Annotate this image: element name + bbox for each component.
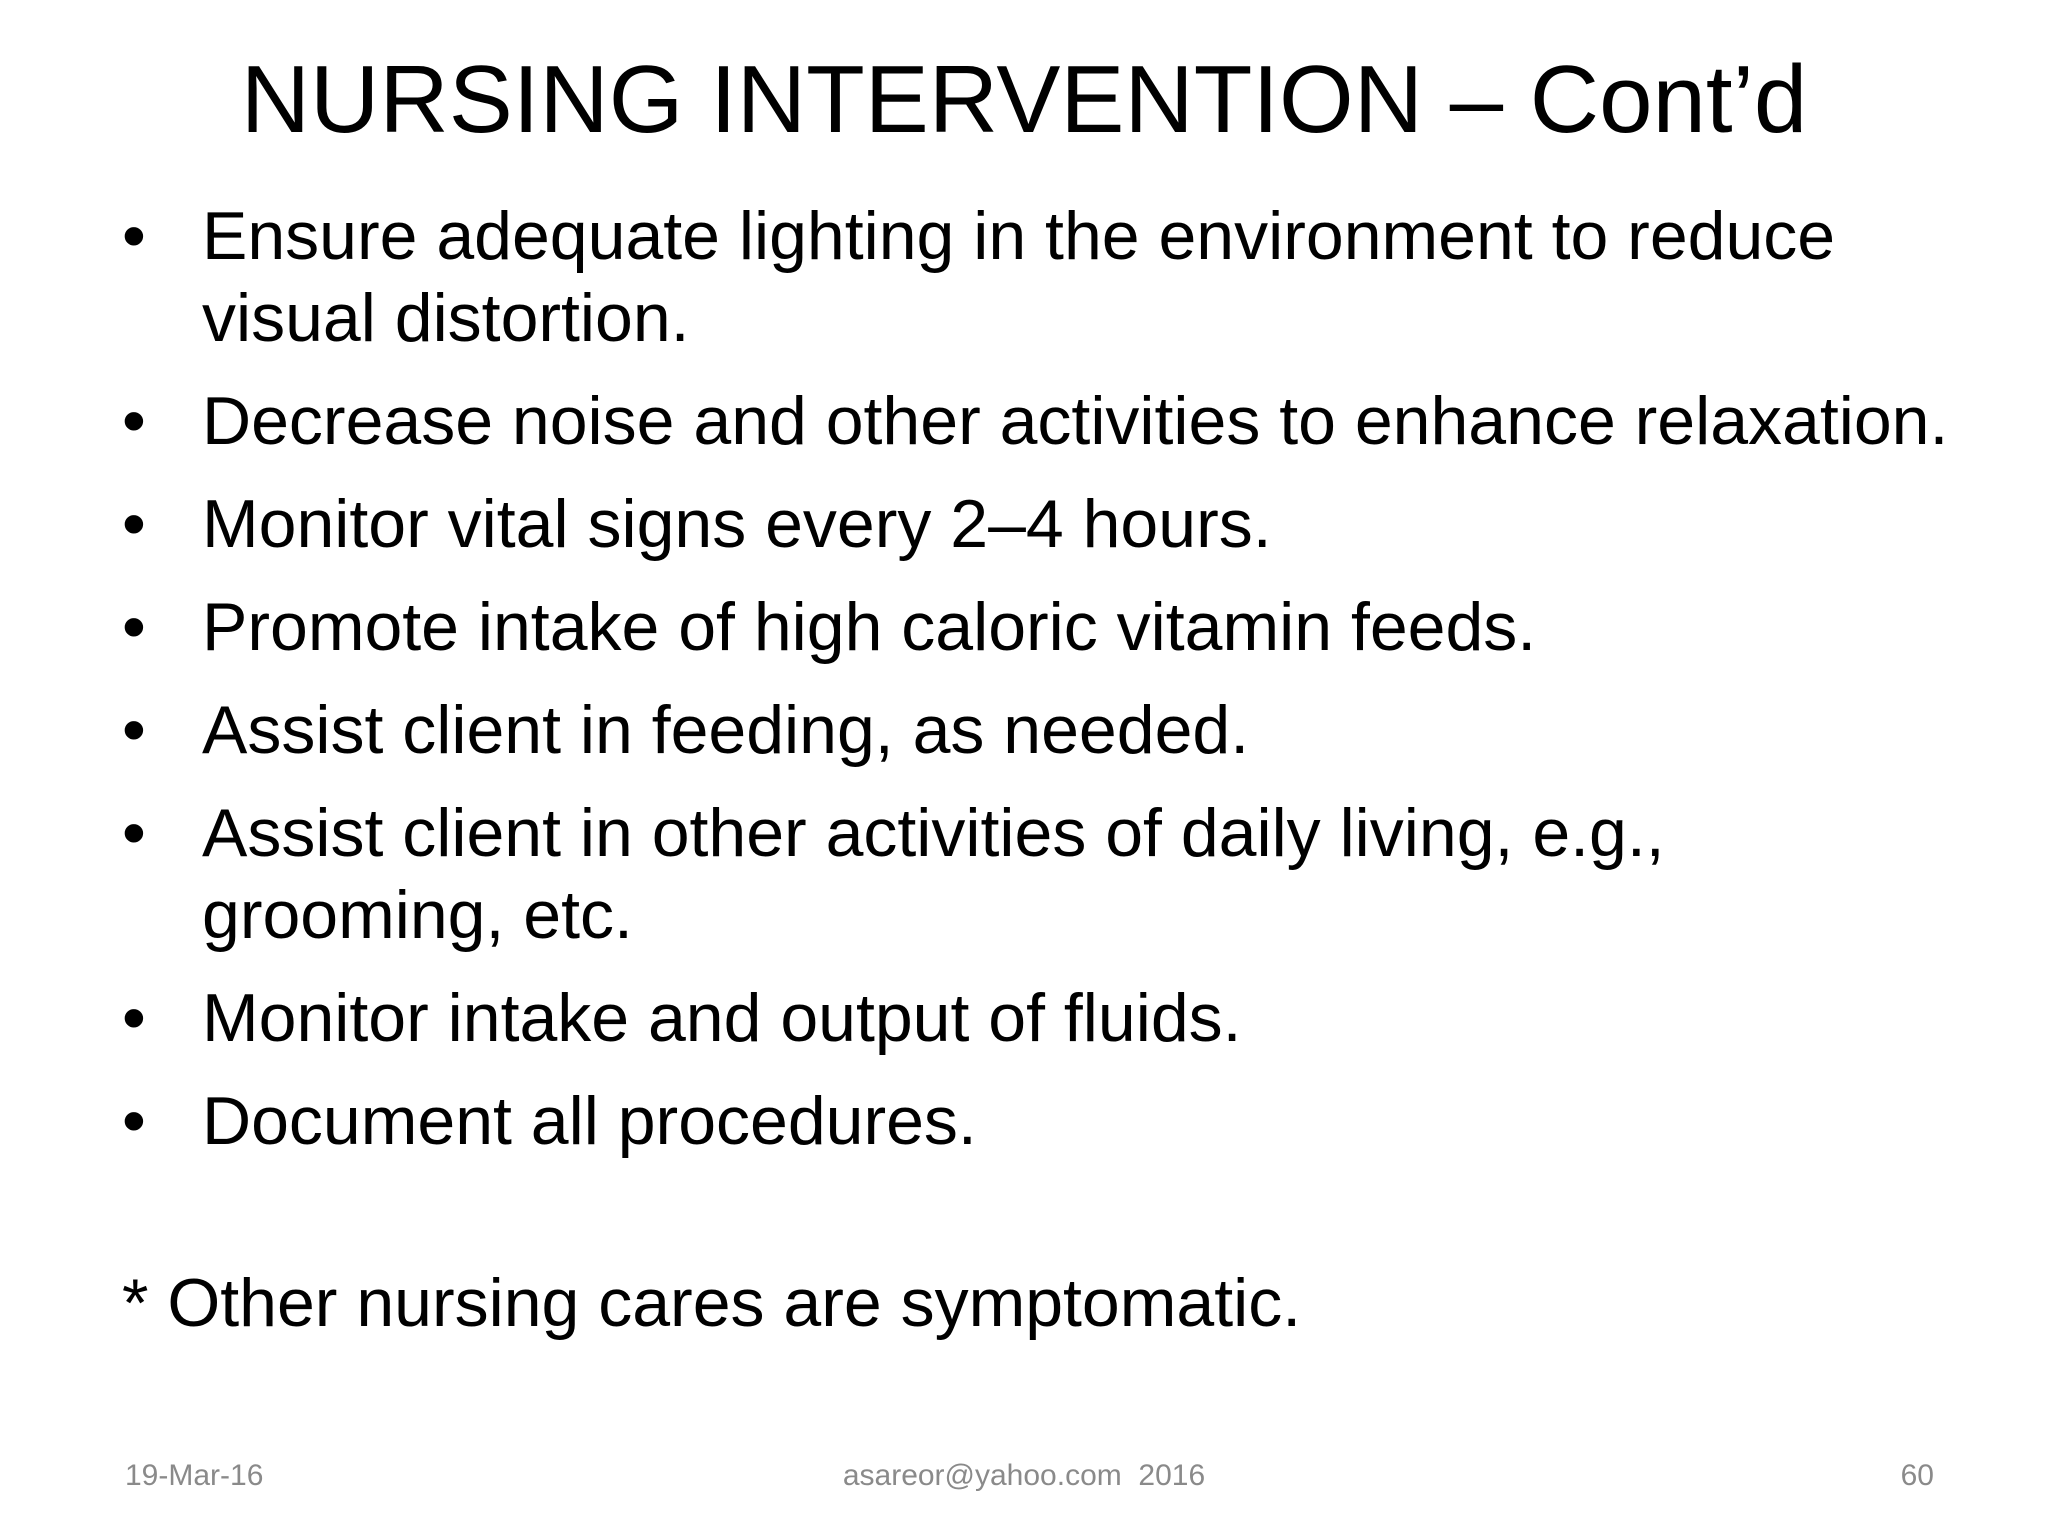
bullet-glyph: • [122, 692, 146, 768]
page-number: 60 [1900, 1459, 1934, 1492]
bullet-item [122, 977, 1972, 1059]
bullet-text: Assist client in feeding, as needed. [202, 692, 1250, 768]
bullet-list [122, 195, 1972, 1183]
bullet-item [122, 689, 1972, 771]
bullet-text: Decrease noise and other activities to enhance relaxation. [202, 383, 1949, 459]
bullet-glyph: • [122, 1083, 146, 1159]
bullet-text: Promote intake of high caloric vitamin feeds. [202, 589, 1537, 665]
bullet-text: Ensure adequate lighting in the environment to reduce visual distortion. [202, 198, 1836, 356]
bullet-glyph: • [122, 795, 146, 871]
bullet-item [122, 195, 1972, 359]
bullet-item [122, 380, 1972, 462]
footer-email: asareor@yahoo.com 2016 [842, 1459, 1206, 1492]
bullet-item [122, 483, 1972, 565]
slide-title: NURSING INTERVENTION – Cont’d [240, 46, 1808, 153]
footnote-text: * Other nursing cares are symptomatic. [122, 1265, 1302, 1341]
bullet-text: Document all procedures. [202, 1083, 977, 1159]
bullet-glyph: • [122, 486, 146, 562]
bullet-glyph: • [122, 980, 146, 1056]
bullet-text: Assist client in other activities of daily living, e.g., grooming, etc. [202, 795, 1665, 953]
bullet-glyph: • [122, 383, 146, 459]
bullet-item [122, 586, 1972, 668]
bullet-text: Monitor vital signs every 2–4 hours. [202, 486, 1272, 562]
bullet-item [122, 1080, 1972, 1162]
bullet-glyph: • [122, 589, 146, 665]
bullet-glyph: • [122, 198, 146, 274]
footer-date: 19-Mar-16 [125, 1459, 264, 1492]
bullet-item [122, 792, 1972, 956]
bullet-text: Monitor intake and output of fluids. [202, 980, 1242, 1056]
